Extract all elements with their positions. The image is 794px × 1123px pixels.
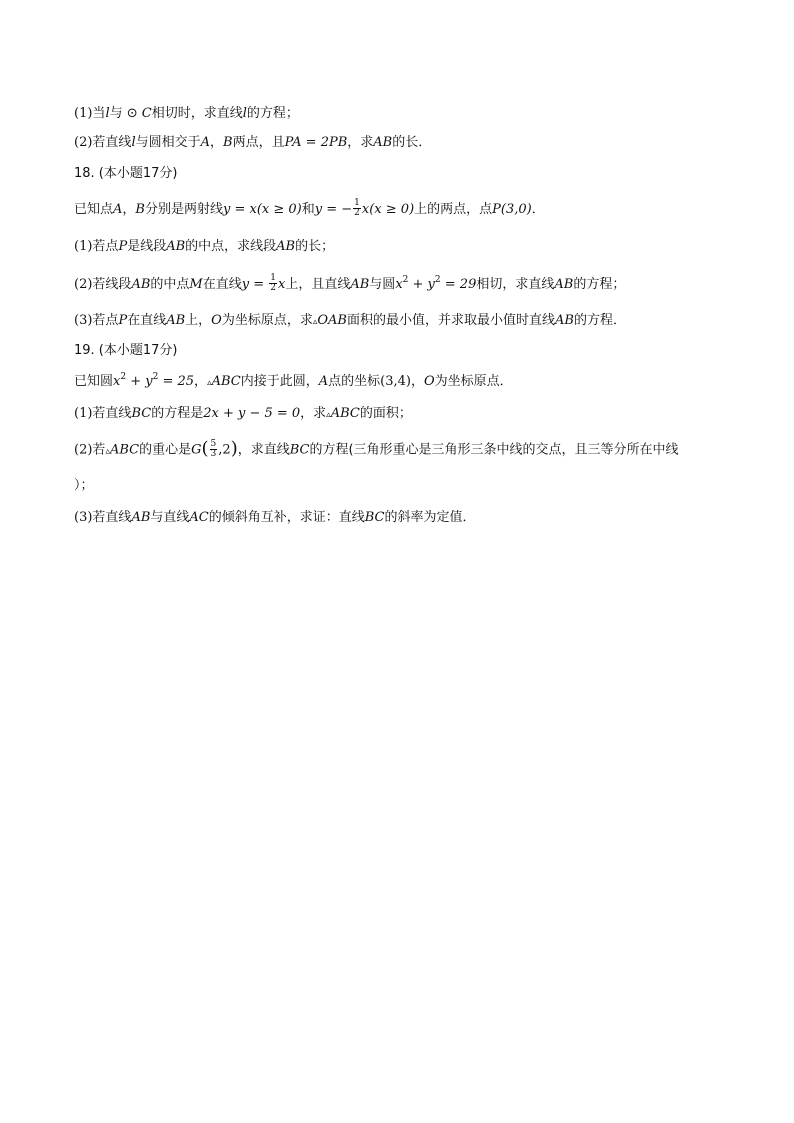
q17-part2: (2)若直线l与圆相交于A，B两点，且PA = 2PB，求AB的长．: [74, 135, 432, 150]
q18-part2: (2)若线段AB的中点M在直线y = $\frac{1}{2}$ x上，且直线AB与圆$x^2 + y^2 = 29$相切，求直线AB的方程；: [74, 273, 626, 293]
q18-part1: (1)若点P是线段AB的中点，求线段AB的长；: [74, 239, 335, 254]
triangle-symbol: ▵: [312, 317, 318, 327]
fraction-one-half: $\frac{1}{2}$: [270, 273, 276, 293]
q17-part1: (1)当l与 ⊙ C相切时，求直线l的方程；: [74, 106, 299, 121]
open-paren: (: [201, 438, 209, 459]
q18-header: 18. (本小题17分): [74, 166, 178, 181]
q19-part1: (1)若直线BC的方程是2x + y − 5 = 0，求▵ABC的面积；: [74, 406, 412, 421]
fraction-five-thirds: $\frac{5}{3}$: [210, 438, 217, 459]
q19-part2-continued: ）；: [74, 478, 94, 493]
q19-header: 19. (本小题17分): [74, 343, 178, 358]
q19-part2: (2)若▵ABC的重心是G( $\frac{5}{3}$ ,2)，求直线BC的方程(三角形重心是三角形三条中线的交点，且三等分所在中线: [74, 438, 679, 459]
triangle-symbol: ▵: [105, 446, 110, 457]
triangle-symbol: ▵: [207, 378, 212, 388]
fraction-one-half: $\frac{1}{2}$: [354, 198, 360, 218]
q18-part3: (3)若点P在直线AB上，O为坐标原点，求▵OAB面积的最小值，并求取最小值时直线AB的方程．: [74, 313, 626, 328]
q19-part3: (3)若直线AB与直线AC的倾斜角互补，求证：直线BC的斜率为定值．: [74, 510, 476, 525]
q18-intro: 已知点A，B分别是两射线y = x(x ≥ 0)和y = − $\frac{1}{2}$ x(x ≥ 0)上的两点，点P(3,0)．: [74, 198, 545, 218]
q19-intro: 已知圆$x^2 + y^2 = 25$，▵ABC内接于此圆，A点的坐标(3,4)，O为坐标原点．: [74, 372, 513, 389]
close-paren: ): [230, 438, 238, 459]
triangle-symbol: ▵: [326, 410, 331, 420]
